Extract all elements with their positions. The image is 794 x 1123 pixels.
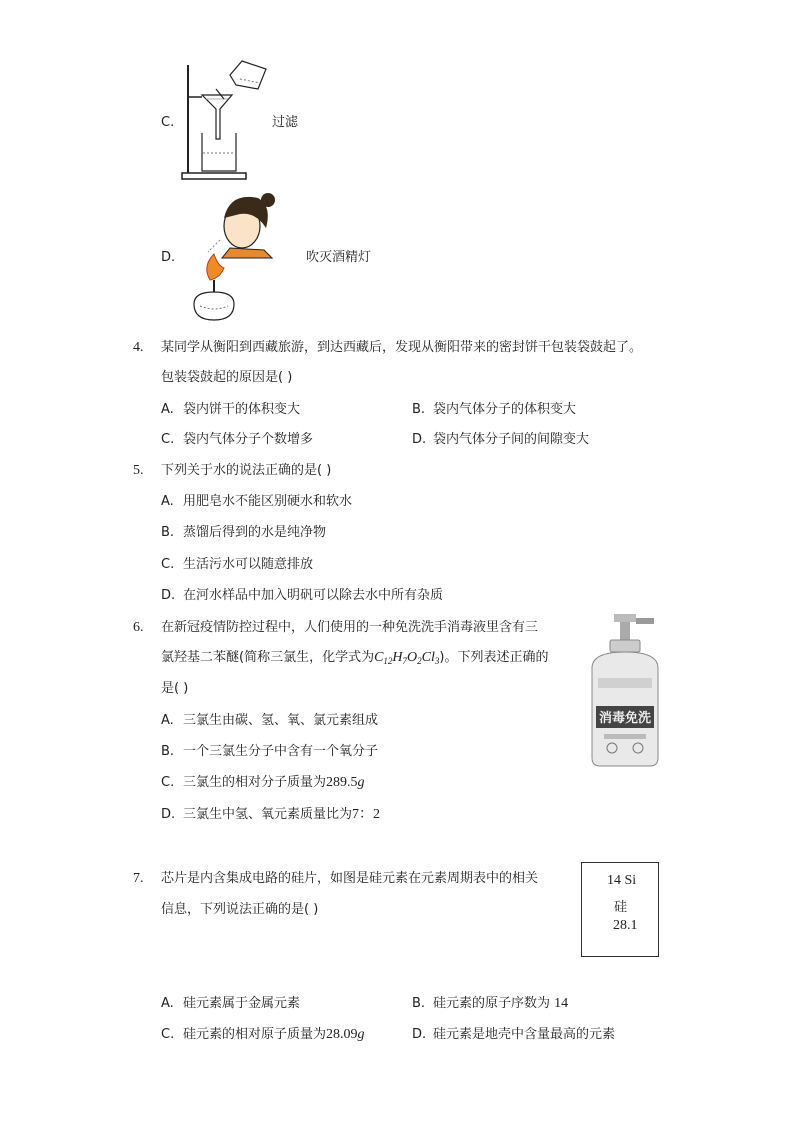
question-number: 6. [133,620,144,635]
option-text: 一个三氯生分子中含有一个氧分子 [183,744,379,759]
option-text: 三氯生中氢、氧元素质量比为7：2 [183,807,381,822]
option-text: 硅元素的相对原子质量为28.09g [183,1027,365,1042]
option-text: 硅元素是地壳中含量最高的元素 [433,1027,616,1042]
option-text: 生活污水可以随意排放 [183,557,314,572]
option-text: 硅元素的原子序数为 14 [433,996,569,1011]
element-mass: 28.1 [613,918,638,933]
element-number-symbol: 14 Si [607,873,637,888]
option-letter: D. [412,432,427,447]
option-text: 三氯生由碳、氢、氧、氯元素组成 [183,713,379,728]
option-letter: B. [161,744,175,759]
option-letter: C. [161,775,175,790]
option-text: 袋内气体分子间的间隙变大 [433,432,590,447]
question-number: 7. [133,871,144,886]
question-number: 5. [133,463,144,478]
option-text: 在河水样品中加入明矾可以除去水中所有杂质 [183,588,444,603]
chemical-formula: $C_{12}H_7O_2Cl_3$ [374,650,440,666]
option-letter: D. [161,588,176,603]
option-letter: D. [161,807,176,822]
stem-text: 氯羟基二苯醚(简称三氯生，化学式为 [161,650,375,665]
option-label: 过滤 [272,115,299,130]
bottle-label: 消毒免洗 [598,711,652,726]
question-stem: 下列关于水的说法正确的是( ) [161,463,332,478]
option-text: 硅元素属于金属元素 [183,996,301,1011]
question-stem-cont [161,649,548,670]
option-text: 袋内气体分子个数增多 [183,432,314,447]
option-letter: C. [161,432,175,447]
sanitizer-bottle-image [584,612,668,768]
option-text: 三氯生的相对分子质量为289.5g [183,775,365,790]
question-stem-cont: 信息，下列说法正确的是( ) [161,902,319,917]
option-letter: B. [161,525,175,540]
question-stem: 在新冠疫情防控过程中，人们使用的一种免洗洗手消毒液里含有三 [161,620,539,635]
option-letter: C. [161,1027,175,1042]
option-letter: D. [161,250,176,265]
option-letter: B. [412,996,426,1011]
option-text: 蒸馏后得到的水是纯净物 [183,525,327,540]
option-letter: C. [161,115,175,130]
question-stem: 某同学从衡阳到西藏旅游，到达西藏后，发现从衡阳带来的密封饼干包装袋鼓起了。 [161,340,643,355]
filtration-apparatus-image [180,55,270,185]
element-name: 硅 [614,900,628,915]
option-text: 袋内饼干的体积变大 [183,402,301,417]
question-stem: 芯片是内含集成电路的硅片，如图是硅元素在元素周期表中的相关 [161,871,539,886]
periodic-table-cell [581,862,659,957]
option-letter: A. [161,494,174,509]
option-letter: D. [412,1027,427,1042]
option-letter: C. [161,557,175,572]
option-text: 用肥皂水不能区别硬水和软水 [183,494,353,509]
option-letter: A. [161,996,174,1011]
option-letter: A. [161,402,174,417]
question-stem-cont: 是( ) [161,681,189,696]
option-letter: B. [412,402,426,417]
question-number: 4. [133,340,144,355]
question-stem-cont: 包装袋鼓起的原因是( ) [161,370,293,385]
option-label: 吹灭酒精灯 [306,250,372,265]
option-text: 袋内气体分子的体积变大 [433,402,577,417]
option-letter: A. [161,713,174,728]
blowing-alcohol-lamp-image [180,188,280,328]
stem-text: )。下列表述正确的 [439,650,549,665]
